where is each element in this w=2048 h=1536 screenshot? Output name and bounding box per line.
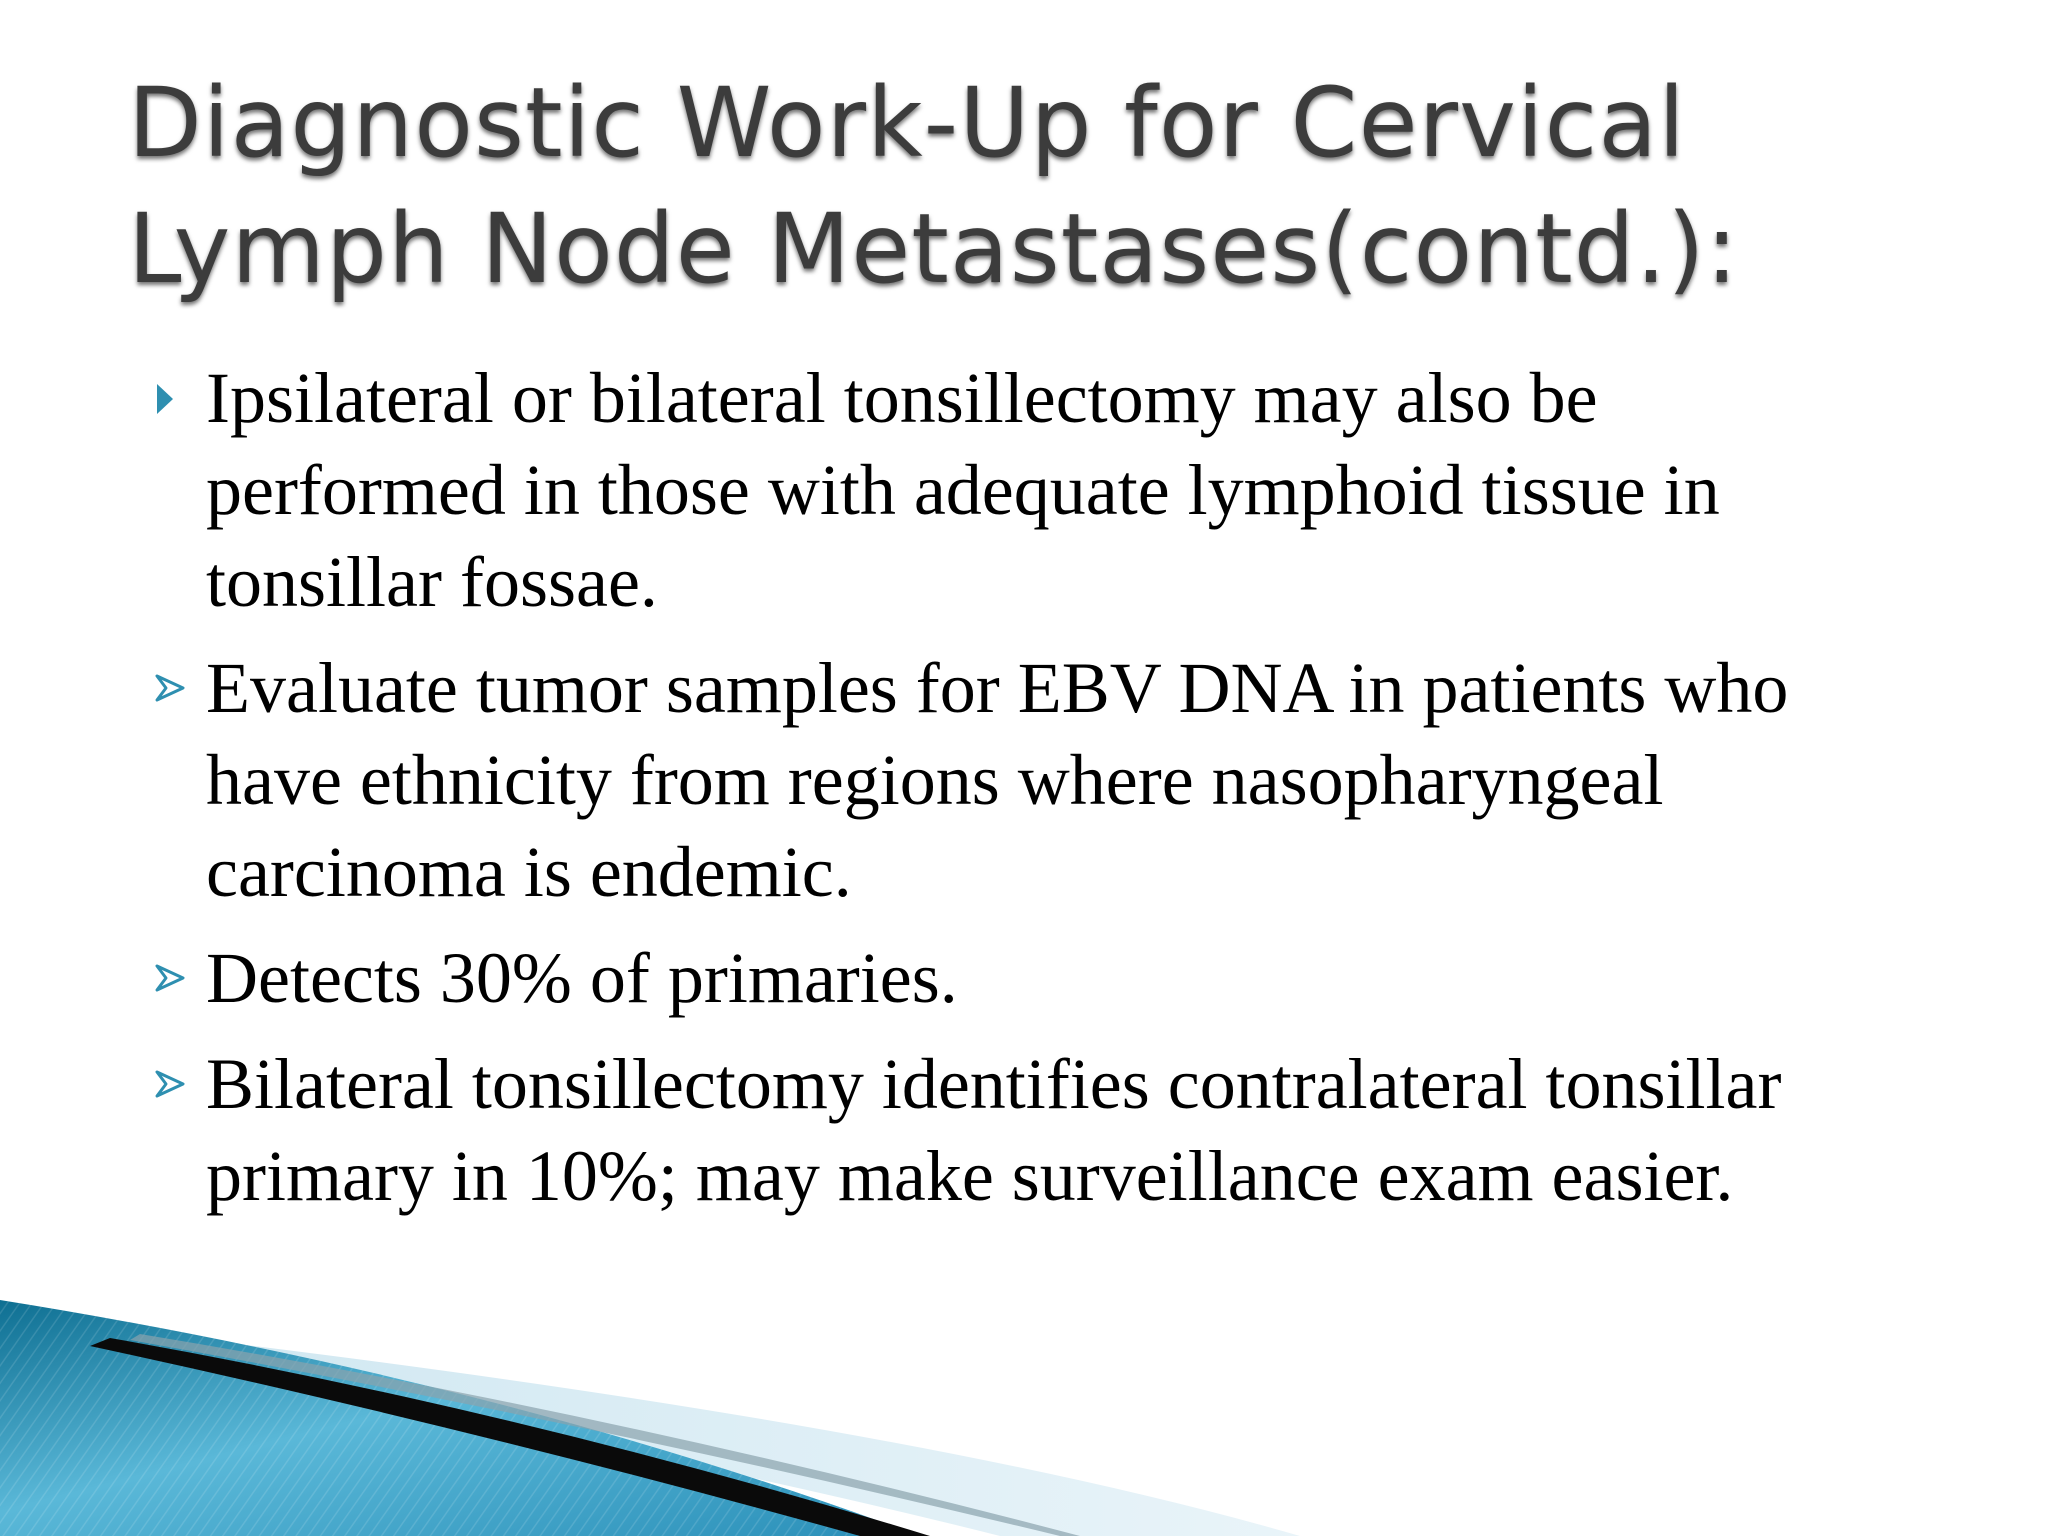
bullet-line: Bilateral tonsillectomy identifies contralateral tonsillar <box>206 1044 1782 1124</box>
bullet-line: have ethnicity from regions where nasopharyngeal <box>206 740 1664 820</box>
bullet-line: Detects 30% of primaries. <box>206 938 958 1018</box>
bullet-line: primary in 10%; may make surveillance exam easier. <box>206 1136 1734 1216</box>
bullet-list <box>150 352 1950 1236</box>
chevron-arrow-bullet-icon <box>150 932 190 1028</box>
title-line-2: Lymph Node Metastases(contd.): <box>128 193 1739 305</box>
bullet-line: performed in those with adequate lymphoid tissue in <box>206 450 1720 530</box>
slide-title <box>128 60 1968 312</box>
chevron-arrow-bullet-icon <box>150 642 190 738</box>
title-line-1: Diagnostic Work-Up for Cervical <box>128 67 1686 179</box>
triangle-bullet-icon <box>150 352 190 448</box>
bullet-item <box>150 932 1950 1024</box>
bullet-item <box>150 1038 1950 1222</box>
bullet-item <box>150 352 1950 628</box>
chevron-arrow-bullet-icon <box>150 1038 190 1134</box>
bullet-line: Evaluate tumor samples for EBV DNA in patients who <box>206 648 1789 728</box>
decorative-wave-graphic <box>0 1260 2048 1536</box>
bullet-line: Ipsilateral or bilateral tonsillectomy may also be <box>206 358 1598 438</box>
bullet-item <box>150 642 1950 918</box>
bullet-line: tonsillar fossae. <box>206 542 658 622</box>
bullet-line: carcinoma is endemic. <box>206 832 852 912</box>
